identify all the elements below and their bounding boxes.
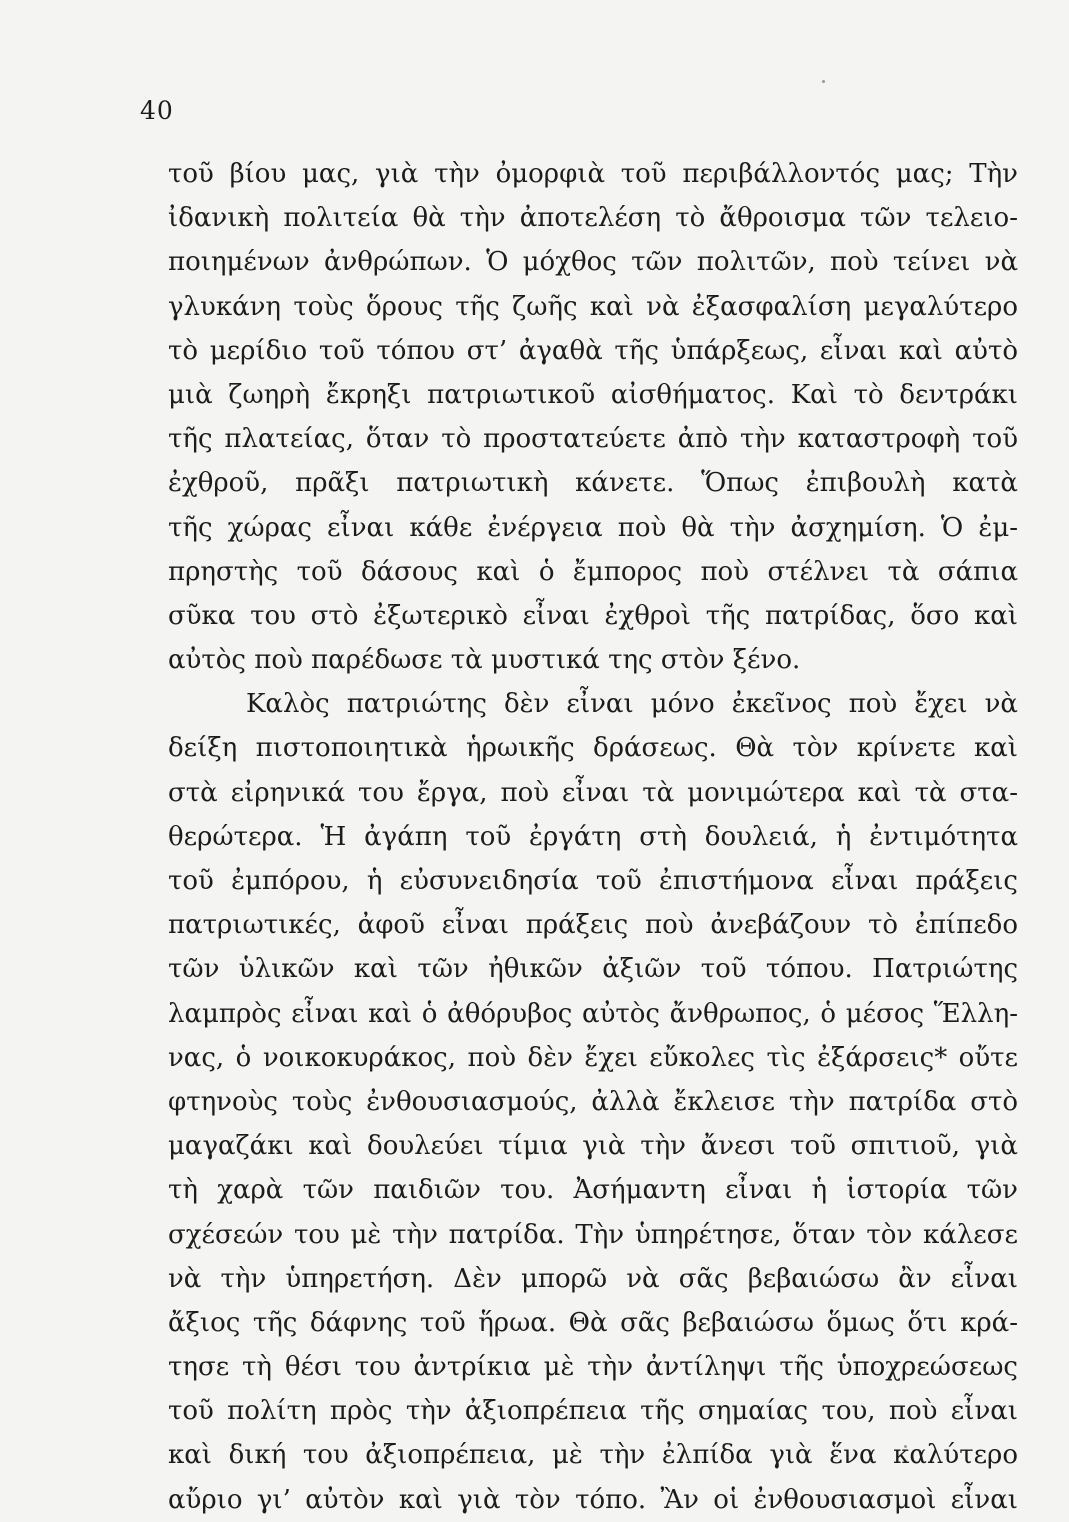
body-text — [168, 152, 1018, 1522]
page-number: 40 — [140, 96, 174, 125]
text-line: αὔριο γι’ αὐτὸν καὶ γιὰ τὸν τόπο. Ἂν οἱ ἐνθουσιασμοὶ εἶναι — [168, 1484, 1018, 1515]
text-line: λαμπρὸς εἶναι καὶ ὁ ἀθόρυβος αὐτὸς ἄνθρωπος, ὁ μέσος Ἕλλη- — [168, 998, 1018, 1029]
text-line: τοῦ βίου μας, γιὰ τὴν ὀμορφιὰ τοῦ περιβάλλοντός μας; Τὴν — [168, 159, 1018, 189]
text-line: μαγαζάκι καὶ δουλεύει τίμια γιὰ τὴν ἄνεσι τοῦ σπιτιοῦ, γιὰ — [168, 1131, 1018, 1162]
text-line: τῶν ὑλικῶν καὶ τῶν ἠθικῶν ἀξιῶν τοῦ τόπου. Πατριώτης — [168, 954, 1018, 985]
text-line: ποιημένων ἀνθρώπων. Ὁ μόχθος τῶν πολιτῶν, ποὺ τείνει νὰ — [168, 247, 1018, 278]
paragraph-end-line: αὐτὸς ποὺ παρέδωσε τὰ μυστικά της στὸν ξένο. — [168, 645, 801, 676]
text-line: ἐχθροῦ, πρᾶξι πατριωτικὴ κάνετε. Ὅπως ἐπιβουλὴ κατὰ — [168, 468, 1018, 499]
paragraph-start-line: Καλὸς πατριώτης δὲν εἶναι μόνο ἐκεῖνος ποὺ ἔχει νὰ — [246, 689, 1018, 720]
paper-speck — [822, 80, 825, 83]
text-line: φτηνοὺς τοὺς ἐνθουσιασμούς, ἀλλὰ ἔκλεισε τὴν πατρίδα στὸ — [168, 1086, 1018, 1117]
text-line: καὶ δική του ἀξιοπρέπεια, μὲ τὴν ἐλπίδα γιὰ ἕνα καλύτερο — [168, 1440, 1018, 1471]
text-line: νὰ τὴν ὑπηρετήση. Δὲν μπορῶ νὰ σᾶς βεβαιώσω ἂν εἶναι — [168, 1263, 1018, 1294]
text-line: τὴ χαρὰ τῶν παιδιῶν του. Ἀσήμαντη εἶναι ἡ ἱστορία τῶν — [168, 1175, 1018, 1206]
text-line: δείξη πιστοποιητικὰ ἡρωικῆς δράσεως. Θὰ τὸν κρίνετε καὶ — [168, 733, 1018, 764]
text-line: τῆς χώρας εἶναι κάθε ἐνέργεια ποὺ θὰ τὴν ἀσχημίση. Ὁ ἐμ- — [168, 512, 1018, 543]
text-line: τῆς πλατείας, ὅταν τὸ προστατεύετε ἀπὸ τὴν καταστροφὴ τοῦ — [168, 424, 1018, 455]
text-line: γλυκάνη τοὺς ὅρους τῆς ζωῆς καὶ νὰ ἐξασφαλίση μεγαλύτερο — [168, 291, 1018, 322]
text-line: τησε τὴ θέσι του ἀντρίκια μὲ τὴν ἀντίληψι τῆς ὑποχρεώσεως — [168, 1352, 1018, 1383]
text-line: σῦκα του στὸ ἐξωτερικὸ εἶναι ἐχθροὶ τῆς πατρίδας, ὅσο καὶ — [168, 600, 1018, 631]
text-line: πατριωτικές, ἀφοῦ εἶναι πράξεις ποὺ ἀνεβάζουν τὸ ἐπίπεδο — [168, 910, 1018, 941]
text-line: στὰ εἰρηνικά του ἔργα, ποὺ εἶναι τὰ μονιμώτερα καὶ τὰ στα- — [168, 777, 1018, 808]
text-line: ἄξιος τῆς δάφνης τοῦ ἥρωα. Θὰ σᾶς βεβαιώσω ὅμως ὅτι κρά- — [168, 1307, 1018, 1338]
text-line: πρηστὴς τοῦ δάσους καὶ ὁ ἔμπορος ποὺ στέλνει τὰ σάπια — [168, 556, 1018, 587]
text-line: τοῦ πολίτη πρὸς τὴν ἀξιοπρέπεια τῆς σημαίας του, ποὺ εἶναι — [168, 1396, 1018, 1427]
text-line: τοῦ ἐμπόρου, ἡ εὐσυνειδησία τοῦ ἐπιστήμονα εἶναι πράξεις — [168, 866, 1018, 896]
text-line: μιὰ ζωηρὴ ἔκρηξι πατριωτικοῦ αἰσθήματος. Καὶ τὸ δεντράκι — [168, 379, 1018, 410]
text-line: νας, ὁ νοικοκυράκος, ποὺ δὲν ἔχει εὔκολες τὶς ἐξάρσεις* οὔτε — [168, 1042, 1018, 1073]
text-line: θερώτερα. Ἡ ἀγάπη τοῦ ἐργάτη στὴ δουλειά, ἡ ἐντιμότητα — [168, 821, 1018, 852]
text-line: τὸ μερίδιο τοῦ τόπου στ’ ἀγαθὰ τῆς ὑπάρξεως, εἶναι καὶ αὐτὸ — [168, 335, 1018, 366]
text-line: ἰδανικὴ πολιτεία θὰ τὴν ἀποτελέση τὸ ἄθροισμα τῶν τελειο- — [168, 203, 1018, 234]
text-line: σχέσεών του μὲ τὴν πατρίδα. Τὴν ὑπηρέτησε, ὅταν τὸν κάλεσε — [168, 1219, 1018, 1250]
